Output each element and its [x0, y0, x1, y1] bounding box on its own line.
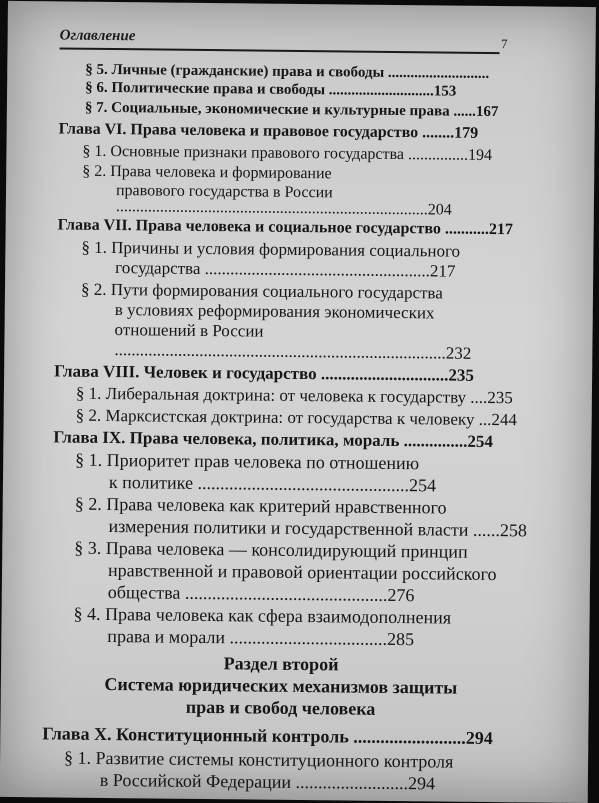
toc-line: § 1. Основные признаки правового государства ...............194: [82, 142, 493, 164]
toc-line: правового государства в России: [115, 182, 333, 202]
toc-line: к политике ...............................................254: [108, 472, 437, 496]
toc-line: § 1. Развитие системы конституционного контроля: [63, 747, 454, 772]
toc-line: § 1. Либеральная доктрина: от человека к государству ....235: [75, 383, 513, 408]
header-title: Оглавление: [59, 27, 136, 45]
toc-line: ..............................................................................204: [115, 198, 452, 219]
toc-line: § 6. Политические права и свободы ............................153: [85, 79, 457, 100]
toc-line: § 2. Марксистская доктрина: от государства к человеку ...244: [75, 405, 518, 430]
toc-line: общества .............................................276: [107, 581, 415, 606]
section-label: Раздел второй: [223, 653, 339, 675]
toc-line: в Российской Федерации .........................294: [99, 769, 436, 794]
toc-line: отношений в России: [114, 320, 264, 341]
toc-line: в условиях реформирования экономических: [114, 300, 435, 323]
running-header: [59, 25, 508, 54]
toc-line: § 7. Социальные, экономические и культурные права ......167: [84, 99, 499, 121]
section-subtitle-line2: прав и свобод человека: [185, 696, 376, 719]
toc-line: § 4. Права человека как сфера взаимодополнения: [73, 603, 452, 628]
toc-line: § 3. Права человека — консолидирующий принцип: [74, 537, 468, 562]
header-page-number: 7: [501, 36, 508, 52]
toc-line: нравственной и правовой ориентации российского: [107, 560, 497, 585]
section-subtitle-line1: Система юридических механизмов защиты: [104, 673, 458, 698]
toc-line: Глава X. Конституционный контроль .........................294: [42, 723, 493, 749]
toc-line: Глава IX. Права человека, политика, мораль ...............254: [53, 427, 493, 452]
toc-line: § 5. Личные (гражданские) права и свободы ...........................: [85, 61, 490, 82]
toc-line: § 2. Пути формирования социального государства: [80, 279, 443, 303]
toc-line: § 1. Причины и условия формирования социального: [81, 237, 461, 261]
toc-line: государства .....................................................217: [115, 258, 456, 281]
toc-line: Глава VIII. Человек и государство ..............................235: [54, 361, 474, 385]
toc-line: § 2. Права человека как критерий нравственного: [74, 493, 447, 518]
toc-line: измерения политики и государственной власти ......258: [108, 516, 528, 541]
book-page: [0, 1, 596, 803]
toc-line: Глава VI. Права человека и правовое государство ........179: [58, 120, 479, 142]
toc-line: § 1. Приоритет прав человека по отношению: [75, 449, 420, 474]
toc-line: § 2. Права человека и формирование: [82, 162, 332, 183]
toc-line: ..............................................................................232: [114, 340, 472, 363]
toc-line: права и морали ...................................285: [107, 625, 415, 650]
toc-line: Глава VII. Права человека и социальное государство ...........217: [57, 216, 514, 239]
